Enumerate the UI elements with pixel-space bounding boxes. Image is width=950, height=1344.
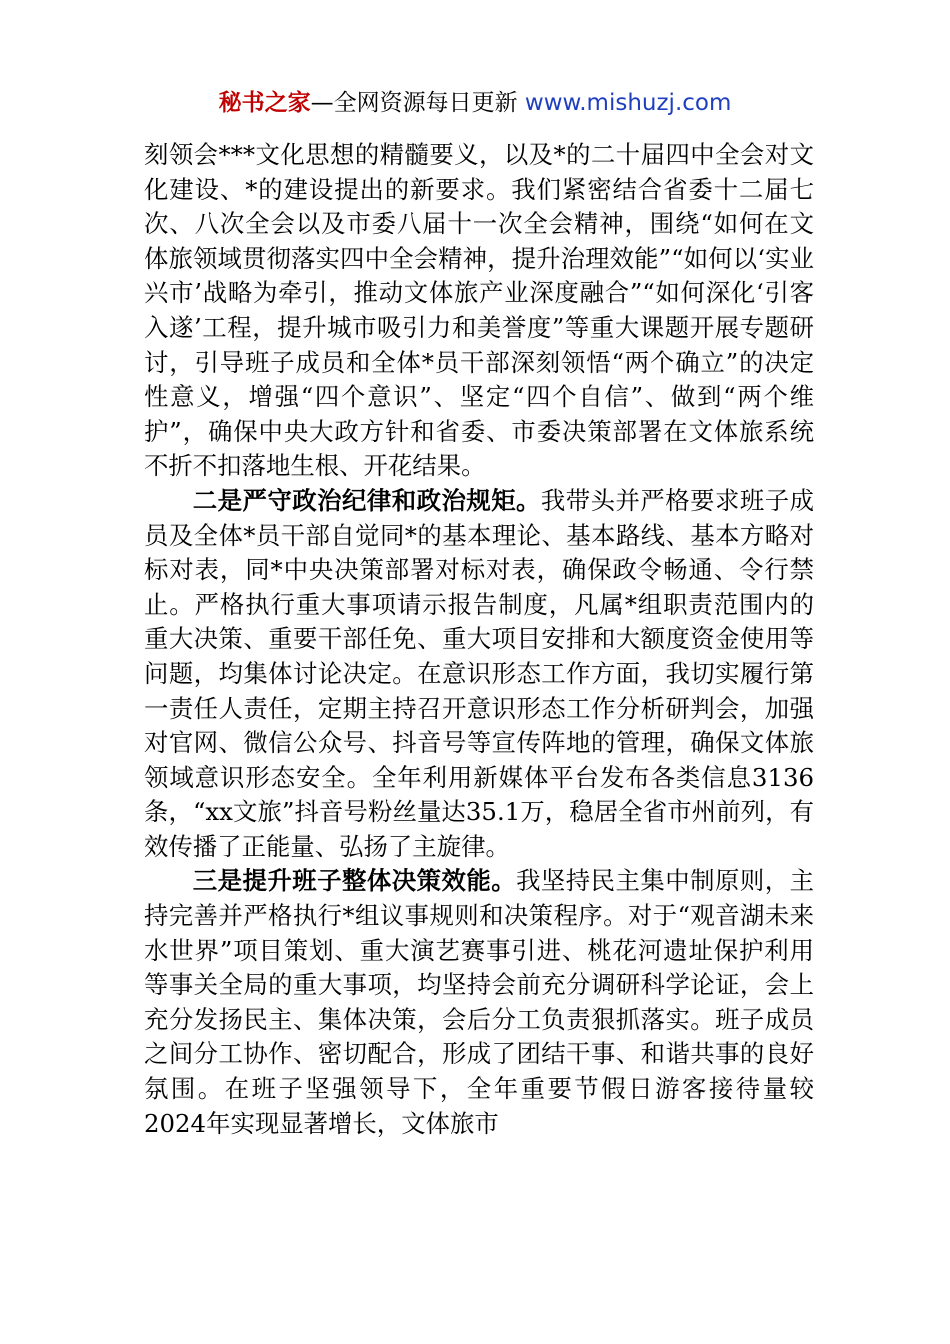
brand-name: 秘书之家	[218, 90, 311, 116]
page-header	[0, 86, 950, 120]
header-slogan: —全网资源每日更新	[310, 90, 525, 116]
paragraph-text: 我坚持民主集中制原则，主持完善并严格执行*组议事规则和决策程序。对于“观音湖未来水世界”项目策划、重大演艺赛事引进、桃花河遗址保护利用等事关全局的重大事项，均坚持会前充分调研科学论证，会上充分发扬民主、集体决策，会后分工负责狠抓落实。班子成员之间分工协作、密切配合，形成了团结干事、和谐共事的良好氛围。在班子坚强领导下，全年重要节假日游客接待量较2024年实现显著增长，文体旅市	[144, 866, 814, 1138]
paragraph-text: 刻领会***文化思想的精髓要义，以及*的二十届四中全会对文化建设、*的建设提出的新要求。我们紧密结合省委十二届七次、八次全会以及市委八届十一次全会精神，围绕“如何在文体旅领域贯彻落实四中全会精神，提升治理效能”“如何以‘实业兴市’战略为牵引，推动文体旅产业深度融合”“如何深化‘引客入遂’工程，提升城市吸引力和美誉度”等重大课题开展专题研讨，引导班子成员和全体*员干部深刻领悟“两个确立”的决定性意义，增强“四个意识”、坚定“四个自信”、做到“两个维护”，确保中央大政方针和省委、市委决策部署在文体旅系统不折不扣落地生根、开花结果。	[144, 140, 814, 481]
site-url-link[interactable]: www.mishuzj.com	[524, 90, 732, 116]
paragraph-decision-efficiency	[144, 864, 814, 1141]
paragraph-political-discipline	[144, 484, 814, 865]
paragraph-continued	[144, 138, 814, 484]
paragraph-heading: 三是提升班子整体决策效能。	[192, 866, 517, 896]
document-body	[144, 138, 814, 1141]
paragraph-text: 我带头并严格要求班子成员及全体*员干部自觉同*的基本理论、基本路线、基本方略对标对表，同*中央决策部署对标对表，确保政令畅通、令行禁止。严格执行重大事项请示报告制度，凡属*组职责范围内的重大决策、重要干部任免、重大项目安排和大额度资金使用等问题，均集体讨论决定。在意识形态工作方面，我切实履行第一责任人责任，定期主持召开意识形态工作分析研判会，加强对官网、微信公众号、抖音号等宣传阵地的管理，确保文体旅领域意识形态安全。全年利用新媒体平台发布各类信息3136条，“xx文旅”抖音号粉丝量达35.1万，稳居全省市州前列，有效传播了正能量、弘扬了主旋律。	[144, 485, 814, 861]
paragraph-heading: 二是严守政治纪律和政治规矩。	[192, 485, 541, 515]
